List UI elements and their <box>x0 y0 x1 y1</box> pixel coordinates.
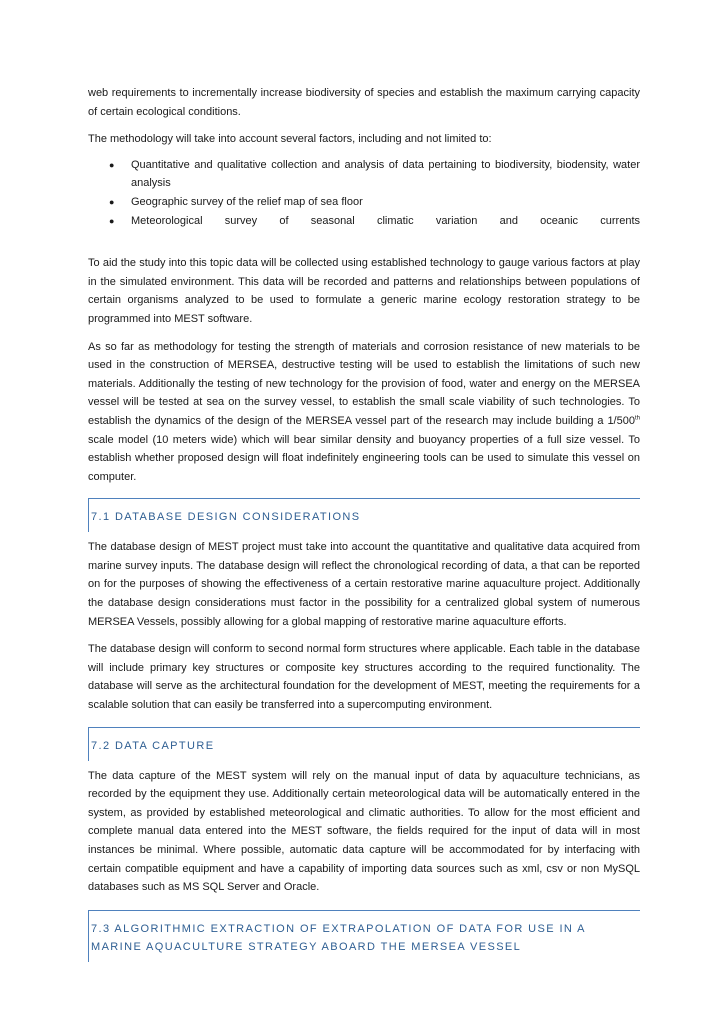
paragraph-testing-part2: scale model (10 meters wide) which will bear similar density and buoyancy properties of a full size vessel. To establish whether proposed design will float indefinitely engineering tools can be used to simulate this vessel on computer. <box>88 433 640 483</box>
section-heading: 7.3 ALGORITHMIC EXTRACTION OF EXTRAPOLATION OF DATA FOR USE IN A MARINE AQUACULTURE STRATEGY ABOARD THE MERSEA VESSEL <box>88 910 640 962</box>
section-heading: 7.2 DATA CAPTURE <box>88 727 640 761</box>
list-item <box>88 212 640 231</box>
list-item-text: Quantitative and qualitative collection and analysis of data pertaining to biodiversity, biodensity, water analysis <box>131 158 640 190</box>
section-paragraph: The database design of MEST project must take into account the quantitative and qualitative data acquired from marine survey inputs. The database design will reflect the chronological recording of data, a that can be reported on for the purposes of showing the effectiveness of a certain restorative marine aquaculture project. Additionally the database design considerations must factor in the possibility for a centralized global system of numerous MERSEA Vessels, possibly allowing for a global mapping of restorative marine aquaculture efforts. <box>88 541 640 628</box>
bullet-icon: ● <box>109 196 115 207</box>
list-item-text: Geographic survey of the relief map of sea floor <box>131 195 363 208</box>
section-paragraph: The database design will conform to second normal form structures where applicable. Each table in the database will include primary key structures or composite key structures according to the required functionality. The database will serve as the architectural foundation for the development of MEST, meeting the requirements for a scalable solution that can easily be transferred into a supercomputing environment. <box>88 643 640 712</box>
section-paragraph: The data capture of the MEST system will rely on the manual input of data by aquaculture technicians, as recorded by the equipment they use. Additionally certain meteorological data will be automatically entered in the system, as provided by established meteorological and climatic authorities. To allow for the most efficient and complete manual data entered into the MEST software, the fields required for the input of data will in most instances be minimal. Where possible, automatic data capture will be accommodated for by interfacing with certain compatible equipment and have a capability of importing data sources such as xml, csv or non MySQL databases such as MS SQL Server and Oracle. <box>88 769 640 894</box>
paragraph-testing-part1: As so far as methodology for testing the strength of materials and corrosion resistance of new materials to be used in the construction of MERSEA, destructive testing will be used to establish the limitations of such new materials. Additionally the testing of new technology for the provision of food, water and energy on the MERSEA vessel will be tested at sea on the survey vessel, to establish the small scale viability of such technologies. To establish the dynamics of the design of the MERSEA vessel part of the research may include building a 1/500 <box>88 340 640 427</box>
superscript: th <box>634 415 640 422</box>
bullet-icon: ● <box>109 215 115 226</box>
section-heading: 7.1 DATABASE DESIGN CONSIDERATIONS <box>88 498 640 532</box>
paragraph-testing <box>88 338 640 487</box>
bullet-icon: ● <box>109 159 115 170</box>
paragraph-methodology: The methodology will take into account several factors, including and not limited to: <box>88 133 492 146</box>
paragraph-study: To aid the study into this topic data will be collected using established technology to gauge various factors at play in the simulated environment. This data will be recorded and patterns and relationships between populations of certain organisms analyzed to be used to formulate a generic marine ecology restoration strategy to be programmed into MEST software. <box>88 257 640 325</box>
document-page <box>88 84 640 968</box>
bullet-list <box>88 156 640 230</box>
list-item-text: Meteorological survey of seasonal climatic variation and oceanic currents <box>131 214 640 227</box>
list-item <box>88 193 640 212</box>
paragraph-intro: web requirements to incrementally increase biodiversity of species and establish the maximum carrying capacity of certain ecological conditions. <box>88 87 640 118</box>
list-item <box>88 156 640 193</box>
